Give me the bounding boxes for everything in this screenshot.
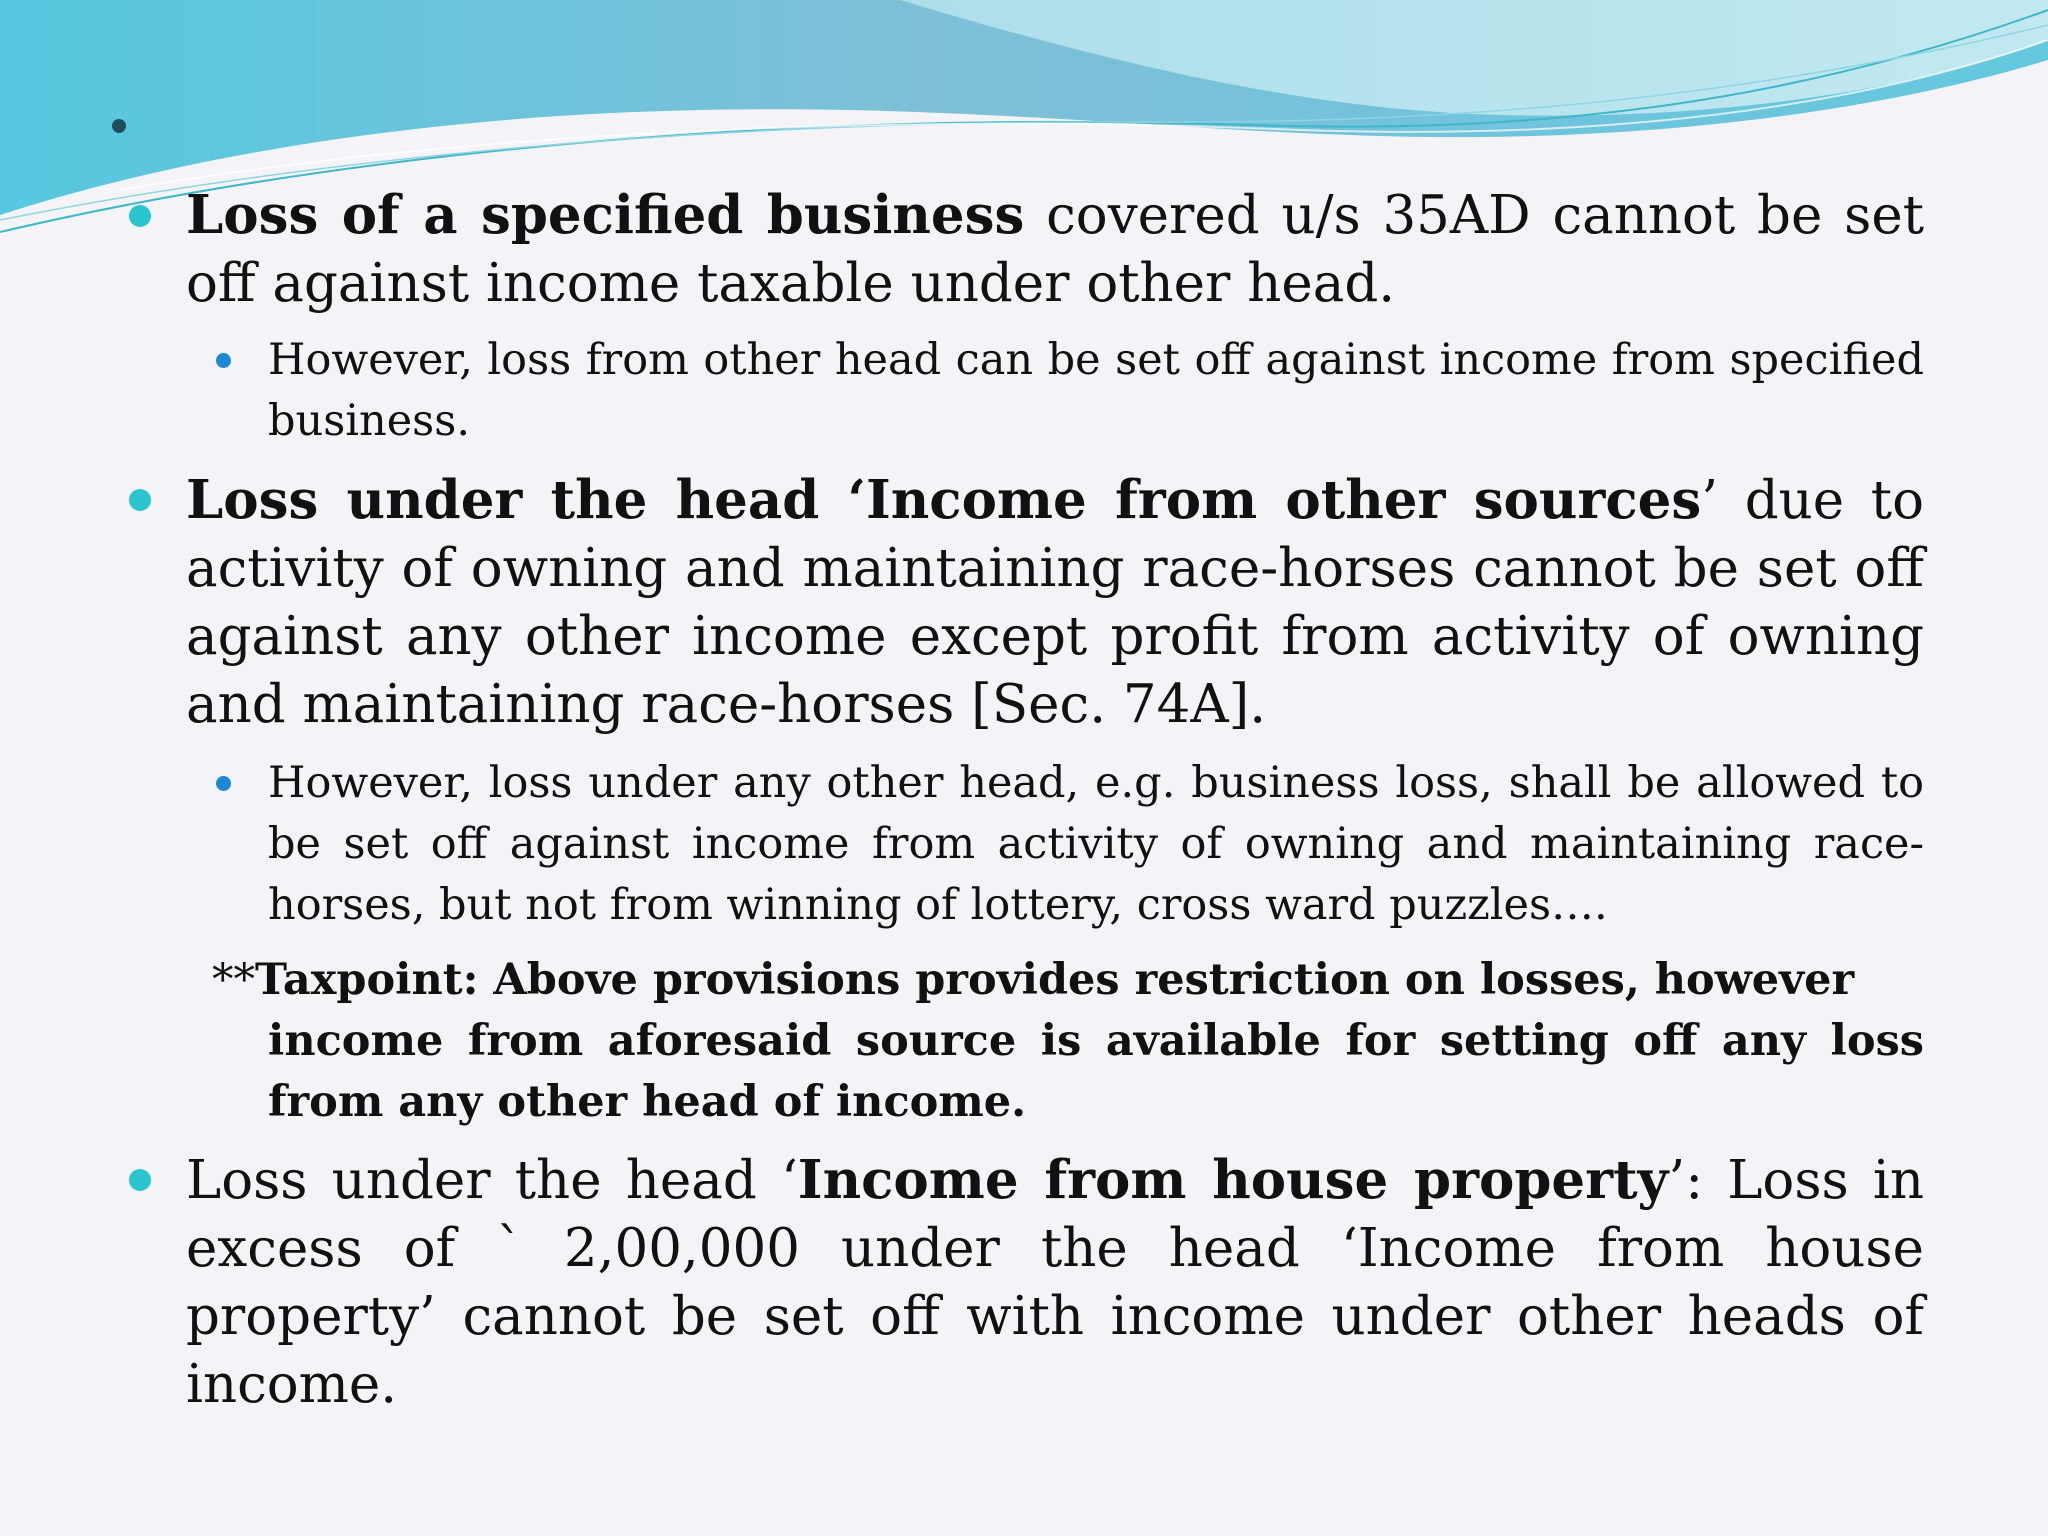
list-item: [186, 181, 1924, 318]
sub-list-item: [268, 753, 1924, 936]
item-text: covered u/s 35AD cannot be set off against income taxable under other head.: [186, 185, 1925, 314]
taxpoint-note: [212, 950, 1924, 1133]
item-text: However, loss from other head can be set off against income from specified business.: [268, 335, 1924, 446]
item-bold-text: Income from house property: [797, 1149, 1669, 1211]
item-pre-text: Loss under the head ‘: [186, 1150, 798, 1211]
taxpoint-line1: Taxpoint: Above provisions provides restriction on losses, however: [255, 955, 1855, 1005]
sub-bullet-icon: [216, 353, 231, 368]
bullet-icon: [129, 489, 151, 511]
item-text: ’: Loss in excess of ` 2,00,000 under the head ‘Income from house property’ cannot be set off with income under other heads of income.: [186, 1150, 1924, 1415]
sub-list-item: [268, 330, 1924, 452]
taxpoint-first-line: [212, 950, 1924, 1011]
bullet-icon: [129, 205, 151, 227]
bullet-icon: [129, 1169, 151, 1191]
taxpoint-continuation: income from aforesaid source is available for setting off any loss from any other head of income.: [268, 1016, 1924, 1127]
item-text: However, loss under any other head, e.g. business loss, shall be allowed to be set off against income from activity of owning and maintaining race-horses, but not from winning of lottery, cross ward puzzles….: [268, 758, 1924, 930]
item-text: ’ due to activity of owning and maintaining race-horses cannot be set off against any other income except profit from activity of owning and maintaining race-horses [Sec. 74A].: [186, 470, 1924, 735]
item-bold-text: Loss under the head ‘Income from other sources: [186, 469, 1702, 531]
list-item: [186, 1146, 1924, 1419]
list-item: [186, 466, 1924, 739]
item-bold-text: Loss of a specified business: [186, 184, 1025, 246]
taxpoint-prefix: **: [212, 955, 255, 1005]
title-placeholder-dot: [112, 119, 126, 133]
sub-bullet-icon: [216, 776, 231, 791]
